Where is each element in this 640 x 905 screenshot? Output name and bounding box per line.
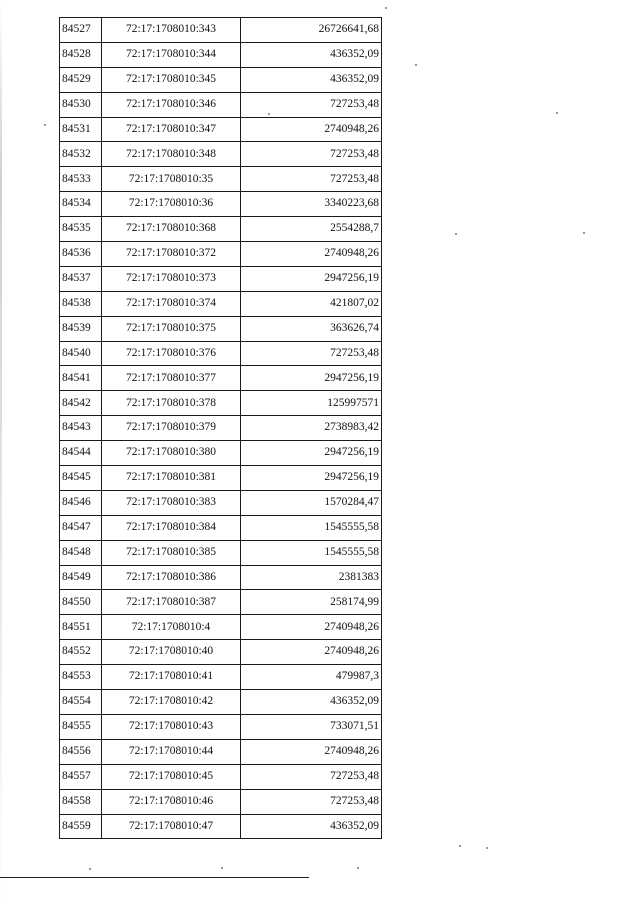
scan-speck [455,233,457,235]
cadastral-number-cell: 72:17:1708010:345 [102,67,241,92]
cadastral-value-cell: 479987,3 [241,665,382,690]
row-id-cell: 84545 [60,466,102,491]
table-row [60,814,382,839]
table-row [60,341,382,366]
table-row [60,391,382,416]
cadastral-number-cell: 72:17:1708010:383 [102,490,241,515]
cadastral-value-cell: 1545555,58 [241,540,382,565]
row-id-cell: 84544 [60,441,102,466]
row-id-cell: 84553 [60,665,102,690]
table-row [60,540,382,565]
row-id-cell: 84542 [60,391,102,416]
table-row [60,515,382,540]
cadastral-number-cell: 72:17:1708010:47 [102,814,241,839]
cadastral-value-cell: 2738983,42 [241,416,382,441]
cadastral-value-cell: 2947256,19 [241,466,382,491]
cadastral-number-cell: 72:17:1708010:42 [102,690,241,715]
cadastral-value-cell: 727253,48 [241,764,382,789]
cadastral-number-cell: 72:17:1708010:45 [102,764,241,789]
scan-speck [268,113,270,115]
scan-speck [385,7,387,9]
table-row [60,690,382,715]
row-id-cell: 84537 [60,266,102,291]
cadastral-value-cell: 3340223,68 [241,192,382,217]
cadastral-number-cell: 72:17:1708010:384 [102,515,241,540]
cadastral-value-cell: 258174,99 [241,590,382,615]
cadastral-number-cell: 72:17:1708010:44 [102,739,241,764]
cadastral-number-cell: 72:17:1708010:46 [102,789,241,814]
cadastral-number-cell: 72:17:1708010:385 [102,540,241,565]
table-row [60,266,382,291]
cadastral-value-cell: 727253,48 [241,167,382,192]
cadastral-value-cell: 436352,09 [241,67,382,92]
cadastral-number-cell: 72:17:1708010:41 [102,665,241,690]
table-row [60,739,382,764]
row-id-cell: 84551 [60,615,102,640]
row-id-cell: 84557 [60,764,102,789]
cadastral-value-cell: 727253,48 [241,92,382,117]
cadastral-number-cell: 72:17:1708010:380 [102,441,241,466]
cadastral-number-cell: 72:17:1708010:343 [102,18,241,43]
table-row [60,466,382,491]
cadastral-number-cell: 72:17:1708010:35 [102,167,241,192]
cadastral-number-cell: 72:17:1708010:344 [102,42,241,67]
cadastral-value-cell: 2381383 [241,565,382,590]
table-row [60,714,382,739]
row-id-cell: 84534 [60,192,102,217]
scan-speck [44,124,46,126]
cadastral-value-cell: 1545555,58 [241,515,382,540]
scan-speck [357,867,359,869]
cadastral-value-cell: 2740948,26 [241,117,382,142]
cadastral-value-cell: 2740948,26 [241,640,382,665]
cadastral-number-cell: 72:17:1708010:377 [102,366,241,391]
cadastral-number-cell: 72:17:1708010:374 [102,291,241,316]
row-id-cell: 84549 [60,565,102,590]
row-id-cell: 84546 [60,490,102,515]
table-row [60,242,382,267]
row-id-cell: 84530 [60,92,102,117]
cadastral-value-cell: 2947256,19 [241,441,382,466]
table-row [60,117,382,142]
row-id-cell: 84547 [60,515,102,540]
cadastral-value-cell: 436352,09 [241,814,382,839]
table-row [60,92,382,117]
row-id-cell: 84559 [60,814,102,839]
cadastral-value-cell: 2554288,7 [241,217,382,242]
scan-edge-shadow [0,0,2,905]
row-id-cell: 84554 [60,690,102,715]
table-row [60,441,382,466]
table-row [60,291,382,316]
scan-speck [459,845,461,847]
table-body [60,18,382,839]
bottom-rule [0,877,309,878]
cadastral-value-cell: 727253,48 [241,142,382,167]
cadastral-value-cell: 1570284,47 [241,490,382,515]
cadastral-number-cell: 72:17:1708010:40 [102,640,241,665]
table-row [60,192,382,217]
scan-speck [556,112,558,114]
scan-speck [583,232,585,234]
table-row [60,565,382,590]
cadastral-value-table [59,17,382,839]
cadastral-value-cell: 2740948,26 [241,739,382,764]
row-id-cell: 84539 [60,316,102,341]
row-id-cell: 84541 [60,366,102,391]
table-row [60,67,382,92]
cadastral-number-cell: 72:17:1708010:348 [102,142,241,167]
table-row [60,18,382,43]
row-id-cell: 84536 [60,242,102,267]
row-id-cell: 84531 [60,117,102,142]
cadastral-number-cell: 72:17:1708010:376 [102,341,241,366]
cadastral-value-cell: 2947256,19 [241,266,382,291]
table-row [60,590,382,615]
cadastral-number-cell: 72:17:1708010:347 [102,117,241,142]
cadastral-value-cell: 26726641,68 [241,18,382,43]
row-id-cell: 84529 [60,67,102,92]
scan-speck [89,868,91,870]
scan-speck [415,64,417,66]
row-id-cell: 84532 [60,142,102,167]
cadastral-number-cell: 72:17:1708010:387 [102,590,241,615]
cadastral-number-cell: 72:17:1708010:36 [102,192,241,217]
row-id-cell: 84548 [60,540,102,565]
cadastral-number-cell: 72:17:1708010:43 [102,714,241,739]
table-row [60,316,382,341]
cadastral-number-cell: 72:17:1708010:379 [102,416,241,441]
table-row [60,142,382,167]
table-row [60,366,382,391]
cadastral-number-cell: 72:17:1708010:346 [102,92,241,117]
cadastral-value-cell: 727253,48 [241,789,382,814]
cadastral-value-cell: 727253,48 [241,341,382,366]
table-row [60,42,382,67]
cadastral-value-cell: 436352,09 [241,42,382,67]
row-id-cell: 84528 [60,42,102,67]
cadastral-number-cell: 72:17:1708010:373 [102,266,241,291]
row-id-cell: 84540 [60,341,102,366]
row-id-cell: 84555 [60,714,102,739]
table-row [60,490,382,515]
table-row [60,217,382,242]
cadastral-value-cell: 2947256,19 [241,366,382,391]
cadastral-number-cell: 72:17:1708010:378 [102,391,241,416]
row-id-cell: 84550 [60,590,102,615]
cadastral-number-cell: 72:17:1708010:375 [102,316,241,341]
table-row [60,789,382,814]
cadastral-number-cell: 72:17:1708010:4 [102,615,241,640]
table-row [60,416,382,441]
cadastral-value-cell: 421807,02 [241,291,382,316]
table-row [60,764,382,789]
cadastral-number-cell: 72:17:1708010:386 [102,565,241,590]
cadastral-value-cell: 363626,74 [241,316,382,341]
table-row [60,167,382,192]
table-row [60,640,382,665]
cadastral-number-cell: 72:17:1708010:372 [102,242,241,267]
scan-speck [221,867,223,869]
row-id-cell: 84558 [60,789,102,814]
row-id-cell: 84533 [60,167,102,192]
row-id-cell: 84556 [60,739,102,764]
cadastral-number-cell: 72:17:1708010:368 [102,217,241,242]
row-id-cell: 84552 [60,640,102,665]
table-row [60,615,382,640]
cadastral-value-cell: 2740948,26 [241,242,382,267]
cadastral-value-cell: 2740948,26 [241,615,382,640]
row-id-cell: 84535 [60,217,102,242]
cadastral-value-cell: 436352,09 [241,690,382,715]
table-row [60,665,382,690]
cadastral-value-cell: 733071,51 [241,714,382,739]
scan-speck [486,847,488,849]
cadastral-number-cell: 72:17:1708010:381 [102,466,241,491]
row-id-cell: 84527 [60,18,102,43]
row-id-cell: 84543 [60,416,102,441]
row-id-cell: 84538 [60,291,102,316]
cadastral-value-cell: 125997571 [241,391,382,416]
